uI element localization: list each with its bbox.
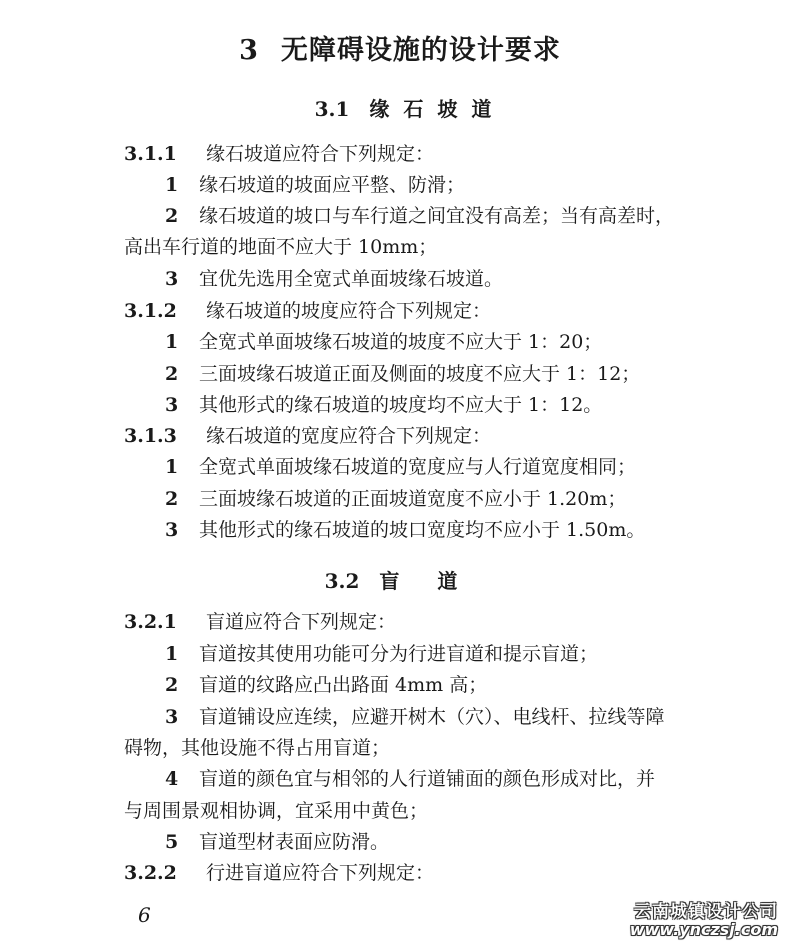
- item-text: 盲道的颜色宜与相邻的人行道铺面的颜色形成对比，并: [199, 768, 656, 790]
- item-line: [165, 488, 626, 511]
- section-number: 3.2: [324, 569, 360, 593]
- item-line: [165, 831, 389, 854]
- item-number: 1: [165, 331, 179, 353]
- watermark-url: www.ynczsj.com: [629, 920, 778, 939]
- item-line: [165, 519, 645, 542]
- continuation-line: [124, 800, 428, 823]
- chapter-title: [0, 28, 800, 67]
- item-number: 3: [165, 394, 179, 416]
- item-line: [165, 768, 655, 791]
- clause-text: 盲道应符合下列规定：: [206, 611, 397, 633]
- item-text: 盲道型材表面应防滑。: [199, 831, 390, 853]
- item-number: 1: [165, 643, 179, 665]
- item-line: [165, 205, 674, 228]
- item-line: [165, 706, 665, 729]
- section-number: 3.1: [314, 97, 350, 121]
- clause-text: 缘石坡道的坡度应符合下列规定：: [206, 300, 492, 322]
- clause-number: 3.1.1: [124, 143, 177, 165]
- item-number: 3: [165, 706, 179, 728]
- item-text: 全宽式单面坡缘石坡道的宽度应与人行道宽度相同；: [199, 456, 637, 478]
- clause-number: 3.1.2: [124, 300, 177, 322]
- item-line: [165, 674, 487, 697]
- item-line: [165, 456, 636, 479]
- item-text: 缘石坡道的坡面应平整、防滑；: [199, 174, 466, 196]
- item-number: 1: [165, 174, 179, 196]
- item-number: 2: [165, 205, 179, 227]
- clause-text: 行进盲道应符合下列规定：: [206, 862, 435, 884]
- item-number: 2: [165, 488, 179, 510]
- clause-number: 3.1.3: [124, 425, 177, 447]
- item-text: 缘石坡道的坡口与车行道之间宜没有高差；当有高差时，: [199, 205, 675, 227]
- section-title-text: 盲道: [379, 569, 496, 593]
- chapter-number: 3: [239, 35, 259, 66]
- item-text: 盲道铺设应连续，应避开树木（穴）、电线杆、拉线等障: [199, 706, 665, 728]
- item-line: [165, 331, 602, 354]
- section-title-text: 缘石坡道: [369, 97, 506, 121]
- section-title-3-2: [0, 565, 800, 594]
- item-text: 三面坡缘石坡道正面及侧面的坡度不应大于 1：12；: [199, 363, 641, 385]
- clause-line: [124, 425, 491, 448]
- item-text: 其他形式的缘石坡道的坡度均不应大于 1：12。: [199, 394, 603, 416]
- watermark-company: 云南城镇设计公司: [634, 902, 778, 922]
- item-number: 5: [165, 831, 179, 853]
- continuation-text: 碍物，其他设施不得占用盲道；: [124, 737, 391, 759]
- item-line: [165, 643, 598, 666]
- continuation-text: 与周围景观相协调，宜采用中黄色；: [124, 800, 429, 822]
- continuation-text: 高出车行道的地面不应大于 10mm；: [124, 236, 438, 258]
- item-number: 1: [165, 456, 179, 478]
- page-number: 6: [138, 903, 151, 927]
- continuation-line: [124, 737, 390, 760]
- clause-text: 缘石坡道应符合下列规定：: [206, 143, 435, 165]
- clause-line: [124, 300, 491, 323]
- item-number: 2: [165, 363, 179, 385]
- section-title-3-1: [0, 93, 800, 122]
- continuation-line: [124, 236, 437, 259]
- clause-number: 3.2.1: [124, 611, 177, 633]
- clause-line: [124, 143, 434, 166]
- item-text: 其他形式的缘石坡道的坡口宽度均不应小于 1.50m。: [199, 519, 646, 541]
- item-line: [165, 394, 602, 417]
- item-line: [165, 268, 503, 291]
- chapter-title-text: 无障碍设施的设计要求: [280, 35, 561, 66]
- item-line: [165, 174, 465, 197]
- clause-text: 缘石坡道的宽度应符合下列规定：: [206, 425, 492, 447]
- item-text: 三面坡缘石坡道的正面坡道宽度不应小于 1.20m；: [199, 488, 627, 510]
- item-number: 2: [165, 674, 179, 696]
- item-text: 全宽式单面坡缘石坡道的坡度不应大于 1：20；: [199, 331, 603, 353]
- clause-number: 3.2.2: [124, 862, 177, 884]
- item-number: 3: [165, 519, 179, 541]
- clause-line: [124, 862, 434, 885]
- item-text: 宜优先选用全宽式单面坡缘石坡道。: [199, 268, 504, 290]
- item-text: 盲道按其使用功能可分为行进盲道和提示盲道；: [199, 643, 599, 665]
- item-text: 盲道的纹路应凸出路面 4mm 高；: [199, 674, 488, 696]
- item-number: 4: [165, 768, 179, 790]
- item-line: [165, 363, 640, 386]
- item-number: 3: [165, 268, 179, 290]
- clause-line: [124, 611, 396, 634]
